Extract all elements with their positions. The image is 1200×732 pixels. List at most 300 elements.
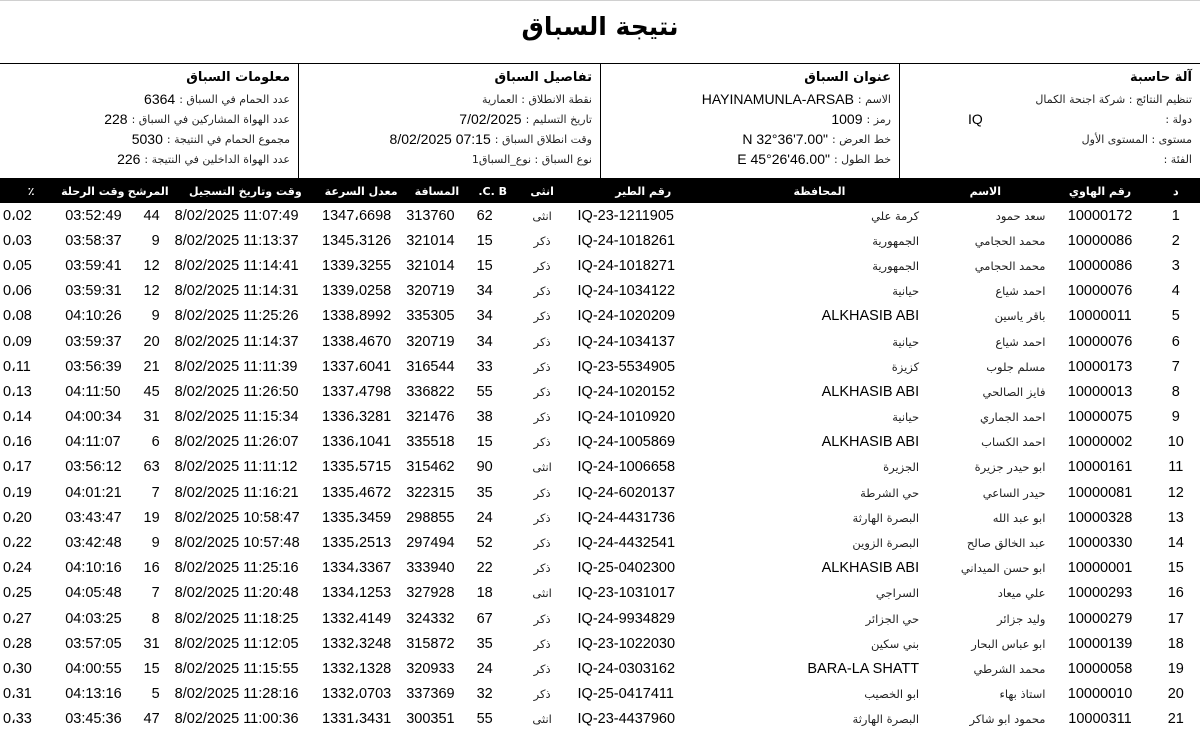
cell-flight-time: 03:56:39 [65, 358, 122, 375]
cell-arrival-time: 8/02/2025 11:26:07 [174, 434, 299, 451]
cell-ring-number: IQ-24-4431736 [577, 509, 676, 526]
race-address-title: عنوان السباق [804, 70, 891, 85]
header-name[interactable]: الاسم [969, 184, 1001, 198]
cell-region: حي الجزائر [865, 611, 920, 626]
cell-percent: 0،22 [3, 535, 32, 552]
calculator-box [900, 64, 1200, 180]
race-address-row [609, 130, 891, 150]
cell-distance: 320719 [406, 333, 455, 350]
cell-row-number: 2 [1171, 232, 1180, 249]
fanciers-count-value: 228 [104, 111, 128, 127]
cell-percent: 0،19 [3, 484, 32, 501]
cell-percent: 0،08 [3, 308, 32, 325]
cell-region: كزيزة [891, 359, 920, 374]
cell-arrival-time: 8/02/2025 11:13:37 [174, 232, 299, 249]
cell-cb: 90 [476, 459, 493, 476]
cell-fancier-name: محمود ابو شاكر [969, 712, 1046, 727]
cell-cb: 15 [476, 434, 493, 451]
cell-fancier-name: وليد جزائر [997, 611, 1046, 626]
cell-cb: 35 [476, 484, 493, 501]
cell-candidate: 5 [151, 686, 160, 703]
table-row[interactable] [0, 405, 1200, 430]
delivery-date-value: 7/02/2025 [459, 111, 522, 127]
cell-cb: 33 [476, 358, 493, 375]
cell-flight-time: 03:59:41 [65, 257, 122, 274]
table-row[interactable] [0, 430, 1200, 455]
cell-row-number: 20 [1167, 686, 1184, 703]
cell-distance: 335305 [406, 308, 455, 325]
table-row[interactable] [0, 279, 1200, 304]
cell-sex: ذكر [533, 334, 551, 349]
cell-row-number: 15 [1167, 560, 1184, 577]
cell-arrival-time: 8/02/2025 11:16:21 [174, 484, 299, 501]
cell-speed: 1332،3248 [322, 635, 392, 652]
race-info-row [8, 150, 290, 170]
cell-candidate: 7 [151, 585, 160, 602]
cell-ring-number: IQ-24-1034122 [577, 283, 676, 300]
table-row[interactable] [0, 203, 1200, 228]
cell-flight-time: 04:11:50 [65, 383, 121, 400]
cell-flight-time: 03:42:48 [65, 535, 122, 552]
cell-ring-number: IQ-23-1031017 [577, 585, 676, 602]
page-title: نتيجة السباق [521, 12, 679, 41]
cell-fancier-id: 10000139 [1067, 635, 1133, 652]
cell-row-number: 6 [1171, 333, 1180, 350]
cell-percent: 0،11 [3, 358, 31, 375]
cell-fancier-id: 10000086 [1067, 232, 1133, 249]
cell-candidate: 21 [143, 358, 160, 375]
cell-flight-time: 04:01:21 [65, 484, 122, 501]
cell-sex: انثى [532, 460, 552, 475]
cell-row-number: 11 [1168, 459, 1184, 476]
cell-distance: 324332 [406, 610, 455, 627]
cell-distance: 336822 [406, 383, 455, 400]
cell-sex: ذكر [533, 611, 551, 626]
cell-arrival-time: 8/02/2025 11:15:34 [174, 409, 299, 426]
cell-fancier-name: احمد شياع [995, 334, 1046, 349]
cell-sex: ذكر [533, 309, 551, 324]
race-info-row [8, 110, 290, 130]
cell-candidate: 9 [151, 535, 160, 552]
cell-candidate: 44 [143, 207, 160, 224]
cell-distance: 313760 [406, 207, 455, 224]
cell-region: حي الشرطة [860, 485, 920, 500]
table-row[interactable] [0, 329, 1200, 354]
cell-row-number: 3 [1171, 257, 1180, 274]
cell-fancier-name: عبد الخالق صالح [966, 536, 1046, 551]
cell-candidate: 47 [143, 711, 160, 728]
cell-flight-time: 04:13:16 [65, 686, 122, 703]
cell-candidate: 12 [143, 257, 160, 274]
cell-region: بني سكين [871, 636, 920, 651]
cell-fancier-id: 10000076 [1067, 283, 1133, 300]
cell-sex: ذكر [533, 359, 551, 374]
cell-ring-number: IQ-23-4437960 [577, 711, 676, 728]
cell-fancier-name: احمد الجماري [979, 410, 1046, 425]
cell-candidate: 45 [143, 383, 160, 400]
cell-fancier-id: 10000173 [1067, 358, 1133, 375]
cell-ring-number: IQ-24-1034137 [577, 333, 676, 350]
cell-cb: 38 [476, 409, 493, 426]
cell-row-number: 8 [1171, 383, 1180, 400]
cell-candidate: 16 [143, 560, 160, 577]
cell-flight-time: 04:05:48 [65, 585, 122, 602]
cell-arrival-time: 8/02/2025 11:12:05 [174, 635, 299, 652]
cell-fancier-id: 10000075 [1067, 409, 1133, 426]
cell-distance: 320933 [406, 660, 455, 677]
cell-arrival-time: 8/02/2025 11:26:50 [174, 383, 299, 400]
cell-cb: 34 [476, 283, 493, 300]
cell-row-number: 10 [1167, 434, 1184, 451]
cell-candidate: 63 [143, 459, 160, 476]
cell-candidate: 6 [151, 434, 160, 451]
cell-cb: 24 [476, 509, 493, 526]
cell-ring-number: IQ-24-1005869 [577, 434, 676, 451]
cell-flight-time: 03:43:47 [65, 509, 122, 526]
cell-ring-number: IQ-24-4432541 [577, 535, 676, 552]
cell-cb: 35 [476, 635, 493, 652]
cell-row-number: 4 [1171, 283, 1180, 300]
table-row[interactable] [0, 631, 1200, 656]
table-row[interactable] [0, 228, 1200, 253]
header-no[interactable]: د [1172, 184, 1179, 198]
cell-speed: 1337،6041 [322, 358, 392, 375]
cell-speed: 1338،4670 [322, 333, 392, 350]
cell-sex: انثى [532, 208, 552, 223]
cell-speed: 1334،3367 [322, 560, 392, 577]
result-fanciers-value: 226 [117, 151, 141, 167]
cell-candidate: 9 [151, 232, 160, 249]
cell-percent: 0،05 [3, 257, 32, 274]
race-info-box [0, 64, 298, 180]
cell-flight-time: 03:56:12 [65, 459, 122, 476]
header-ring[interactable]: رقم الطير [615, 184, 672, 198]
table-row[interactable] [0, 480, 1200, 505]
cell-flight-time: 04:10:26 [65, 308, 122, 325]
cell-arrival-time: 8/02/2025 11:20:48 [174, 585, 299, 602]
cell-row-number: 14 [1167, 535, 1184, 552]
cell-speed: 1335،3459 [322, 509, 392, 526]
race-details-row [307, 110, 592, 130]
cell-sex: ذكر [533, 485, 551, 500]
cell-candidate: 12 [143, 283, 160, 300]
cell-fancier-name: ابو حسن الميداني [960, 561, 1046, 576]
cell-percent: 0،20 [3, 509, 32, 526]
cell-row-number: 5 [1171, 308, 1180, 325]
cell-percent: 0،03 [3, 232, 32, 249]
cell-flight-time: 04:00:55 [65, 660, 122, 677]
table-row[interactable] [0, 606, 1200, 631]
table-header-row [0, 179, 1200, 203]
table-row[interactable] [0, 682, 1200, 707]
cell-ring-number: IQ-24-1018261 [577, 232, 676, 249]
header-flight-time[interactable]: وقت الرحلة [61, 184, 125, 198]
cell-region: الجمهورية [872, 258, 920, 273]
table-row[interactable] [0, 505, 1200, 530]
cell-sex: ذكر [533, 636, 551, 651]
cell-cb: 24 [476, 660, 493, 677]
cell-percent: 0،31 [3, 686, 32, 703]
cell-percent: 0،09 [3, 333, 32, 350]
cell-arrival-time: 8/02/2025 11:00:36 [174, 711, 299, 728]
cell-cb: 55 [476, 711, 493, 728]
race-name-value: HAYINAMUNLA-ARSAB [701, 91, 854, 107]
cell-region: ALKHASIB ABI [821, 560, 920, 577]
cell-fancier-id: 10000293 [1067, 585, 1133, 602]
cell-row-number: 13 [1167, 509, 1184, 526]
cell-distance: 327928 [406, 585, 455, 602]
cell-fancier-id: 10000172 [1067, 207, 1133, 224]
cell-region: البصرة الهارثة [852, 510, 920, 525]
cell-percent: 0،17 [3, 459, 32, 476]
cell-fancier-name: باقر ياسين [994, 309, 1046, 324]
cell-cb: 18 [476, 585, 493, 602]
cell-sex: ذكر [533, 384, 551, 399]
cell-speed: 1337،4798 [322, 383, 392, 400]
cell-arrival-time: 8/02/2025 10:58:47 [174, 509, 300, 526]
cell-speed: 1336،1041 [322, 434, 392, 451]
cell-arrival-time: 8/02/2025 11:25:16 [174, 560, 299, 577]
header-speed[interactable]: معدل السرعة [324, 184, 398, 198]
calculator-label: مستوى : المستوى الأول [1081, 133, 1192, 146]
calculator-row [908, 150, 1192, 170]
cell-flight-time: 03:45:36 [65, 711, 122, 728]
cell-flight-time: 03:58:37 [65, 232, 122, 249]
calculator-row [908, 90, 1192, 110]
cell-distance: 315462 [406, 459, 455, 476]
cell-row-number: 17 [1167, 610, 1184, 627]
cell-ring-number: IQ-25-0417411 [577, 686, 674, 703]
cell-ring-number: IQ-24-1018271 [577, 257, 676, 274]
cell-arrival-time: 8/02/2025 11:14:31 [174, 283, 299, 300]
cell-row-number: 1 [1171, 207, 1180, 224]
cell-distance: 298855 [406, 509, 455, 526]
race-address-label: خط الطول : [833, 153, 891, 166]
cell-region: حيانية [892, 284, 920, 299]
cell-distance: 321476 [406, 409, 455, 426]
cell-sex: ذكر [533, 284, 551, 299]
cell-cb: 67 [476, 610, 493, 627]
cell-arrival-time: 8/02/2025 11:15:55 [174, 660, 299, 677]
cell-fancier-name: استاذ بهاء [999, 687, 1046, 702]
cell-fancier-name: سعد حمود [995, 208, 1046, 223]
race-info-title: معلومات السباق [186, 70, 290, 85]
cell-distance: 297494 [406, 535, 455, 552]
calculator-label: تنظيم النتائج : شركة اجنحة الكمال [1035, 93, 1192, 106]
cell-ring-number: IQ-24-1020152 [577, 383, 676, 400]
header-fancier-id[interactable]: رقم الهاوي [1068, 184, 1132, 198]
header-percent[interactable]: ٪ [27, 184, 35, 198]
calculator-row [908, 110, 1192, 130]
cell-row-number: 12 [1167, 484, 1184, 501]
cell-cb: 62 [476, 207, 493, 224]
cell-distance: 322315 [406, 484, 455, 501]
race-address-label: خط العرض : [831, 133, 891, 146]
cell-fancier-id: 10000081 [1067, 484, 1133, 501]
cell-candidate: 19 [143, 509, 160, 526]
cell-percent: 0،25 [3, 585, 32, 602]
cell-fancier-name: حيدر الساعي [982, 485, 1046, 500]
table-row[interactable] [0, 304, 1200, 329]
cell-distance: 300351 [406, 711, 455, 728]
cell-ring-number: IQ-24-1020209 [577, 308, 676, 325]
calculator-title: آلة حاسبة [1130, 70, 1192, 85]
cell-fancier-name: مسلم جلوب [986, 359, 1046, 374]
cell-speed: 1335،5715 [322, 459, 392, 476]
cell-percent: 0،33 [3, 711, 32, 728]
cell-arrival-time: 8/02/2025 11:25:26 [174, 308, 299, 325]
table-row[interactable] [0, 707, 1200, 732]
race-details-box [298, 64, 600, 180]
cell-arrival-time: 8/02/2025 11:18:25 [174, 610, 299, 627]
cell-cb: 22 [476, 560, 493, 577]
cell-fancier-name: فايز الصالحي [982, 384, 1046, 399]
cell-arrival-time: 8/02/2025 10:57:48 [174, 535, 300, 552]
page-top-border [0, 0, 1200, 1]
cell-row-number: 7 [1171, 358, 1180, 375]
cell-sex: ذكر [533, 258, 551, 273]
cell-distance: 321014 [406, 257, 455, 274]
cell-arrival-time: 8/02/2025 11:14:41 [174, 257, 299, 274]
cell-distance: 315872 [406, 635, 455, 652]
header-region[interactable]: المحافظة [793, 184, 846, 198]
table-row[interactable] [0, 581, 1200, 606]
cell-distance: 337369 [406, 686, 455, 703]
race-address-label: رمز : [866, 113, 891, 126]
cell-fancier-name: ابو عباس البحار [971, 636, 1046, 651]
race-details-title: تفاصيل السباق [494, 70, 592, 85]
cell-cb: 15 [476, 232, 493, 249]
cell-fancier-id: 10000328 [1067, 509, 1133, 526]
header-distance[interactable]: المسافة [414, 184, 460, 198]
cell-fancier-name: علي ميعاد [997, 586, 1046, 601]
cell-fancier-name: ابو حيدر جزيرة [974, 460, 1046, 475]
header-arrival-time[interactable]: وقت وتاريخ التسجيل [189, 184, 302, 198]
cell-region: حيانية [892, 410, 920, 425]
cell-cb: 34 [476, 308, 493, 325]
cell-flight-time: 03:52:49 [65, 207, 122, 224]
race-address-label: الاسم : [857, 93, 891, 106]
cell-sex: ذكر [533, 536, 551, 551]
cell-fancier-id: 10000279 [1067, 610, 1133, 627]
calculator-label: دولة : [1165, 113, 1192, 126]
header-cb[interactable]: C. B. [478, 184, 507, 198]
result-pigeons-value: 5030 [131, 131, 163, 147]
cell-region: ALKHASIB ABI [821, 434, 920, 451]
cell-row-number: 18 [1167, 635, 1184, 652]
latitude-value: N 32°36'7.00" [742, 131, 828, 147]
cell-region: السراجي [875, 586, 920, 601]
header-sex[interactable]: انثى [530, 184, 554, 198]
cell-ring-number: IQ-23-1022030 [577, 635, 676, 652]
cell-percent: 0،30 [3, 660, 32, 677]
cell-distance: 321014 [406, 232, 455, 249]
cell-sex: ذكر [533, 561, 551, 576]
race-details-label: نقطة الانطلاق : العمارية [482, 93, 592, 106]
cell-candidate: 8 [151, 610, 160, 627]
cell-region: حيانية [892, 334, 920, 349]
header-candidate[interactable]: المرشح [127, 184, 169, 198]
cell-percent: 0،13 [3, 383, 32, 400]
cell-flight-time: 03:57:05 [65, 635, 122, 652]
cell-region: الجزيرة [883, 460, 920, 475]
table-row[interactable] [0, 354, 1200, 379]
cell-percent: 0،27 [3, 610, 32, 627]
cell-flight-time: 04:00:34 [65, 409, 122, 426]
table-row[interactable] [0, 530, 1200, 555]
race-info-label: عدد الحمام في السباق : [179, 93, 290, 106]
table-row[interactable] [0, 253, 1200, 278]
table-row[interactable] [0, 656, 1200, 681]
race-info-panel [0, 63, 1200, 179]
cell-flight-time: 04:11:07 [65, 434, 121, 451]
cell-sex: ذكر [533, 435, 551, 450]
cell-arrival-time: 8/02/2025 11:07:49 [174, 207, 299, 224]
race-code-value: 1009 [831, 111, 863, 127]
race-info-label: مجموع الحمام في النتيجة : [166, 133, 290, 146]
race-address-row [609, 150, 891, 170]
cell-candidate: 9 [151, 308, 160, 325]
cell-region: البصرة الزوين [852, 536, 920, 551]
results-table [0, 179, 1200, 732]
cell-sex: انثى [532, 712, 552, 727]
race-info-row [8, 130, 290, 150]
race-details-label: وقت انطلاق السباق : [494, 133, 592, 146]
cell-fancier-id: 10000001 [1067, 560, 1133, 577]
cell-fancier-name: احمد الكساب [981, 435, 1046, 450]
cell-distance: 320719 [406, 283, 455, 300]
cell-flight-time: 04:03:25 [65, 610, 122, 627]
cell-arrival-time: 8/02/2025 11:11:12 [174, 459, 298, 476]
cell-fancier-id: 10000002 [1067, 434, 1133, 451]
cell-speed: 1335،4672 [322, 484, 392, 501]
cell-speed: 1332،4149 [322, 610, 392, 627]
cell-flight-time: 04:10:16 [65, 560, 122, 577]
cell-row-number: 19 [1167, 660, 1184, 677]
race-info-row [8, 90, 290, 110]
cell-sex: ذكر [533, 233, 551, 248]
cell-region: كرمة علي [871, 208, 920, 223]
cell-region: ALKHASIB ABI [821, 308, 920, 325]
race-details-row [307, 150, 592, 170]
cell-fancier-name: احمد شياع [995, 284, 1046, 299]
cell-speed: 1347،6698 [322, 207, 392, 224]
cell-arrival-time: 8/02/2025 11:14:37 [174, 333, 299, 350]
cell-row-number: 21 [1167, 711, 1184, 728]
cell-candidate: 31 [143, 409, 160, 426]
table-row[interactable] [0, 556, 1200, 581]
cell-cb: 55 [476, 383, 493, 400]
cell-candidate: 7 [151, 484, 160, 501]
cell-fancier-name: محمد الشرطي [973, 661, 1046, 676]
table-row[interactable] [0, 455, 1200, 480]
cell-distance: 333940 [406, 560, 455, 577]
cell-cb: 32 [476, 686, 493, 703]
cell-percent: 0،28 [3, 635, 32, 652]
cell-distance: 316544 [406, 358, 455, 375]
table-row[interactable] [0, 379, 1200, 404]
cell-speed: 1336،3281 [322, 409, 392, 426]
cell-sex: ذكر [533, 687, 551, 702]
cell-fancier-name: محمد الحجامي [974, 233, 1046, 248]
cell-sex: ذكر [533, 661, 551, 676]
cell-fancier-id: 10000010 [1067, 686, 1133, 703]
cell-flight-time: 03:59:37 [65, 333, 122, 350]
cell-sex: ذكر [533, 410, 551, 425]
cell-distance: 335518 [406, 434, 455, 451]
cell-ring-number: IQ-23-5534905 [577, 358, 676, 375]
cell-ring-number: IQ-24-9934829 [577, 610, 676, 627]
